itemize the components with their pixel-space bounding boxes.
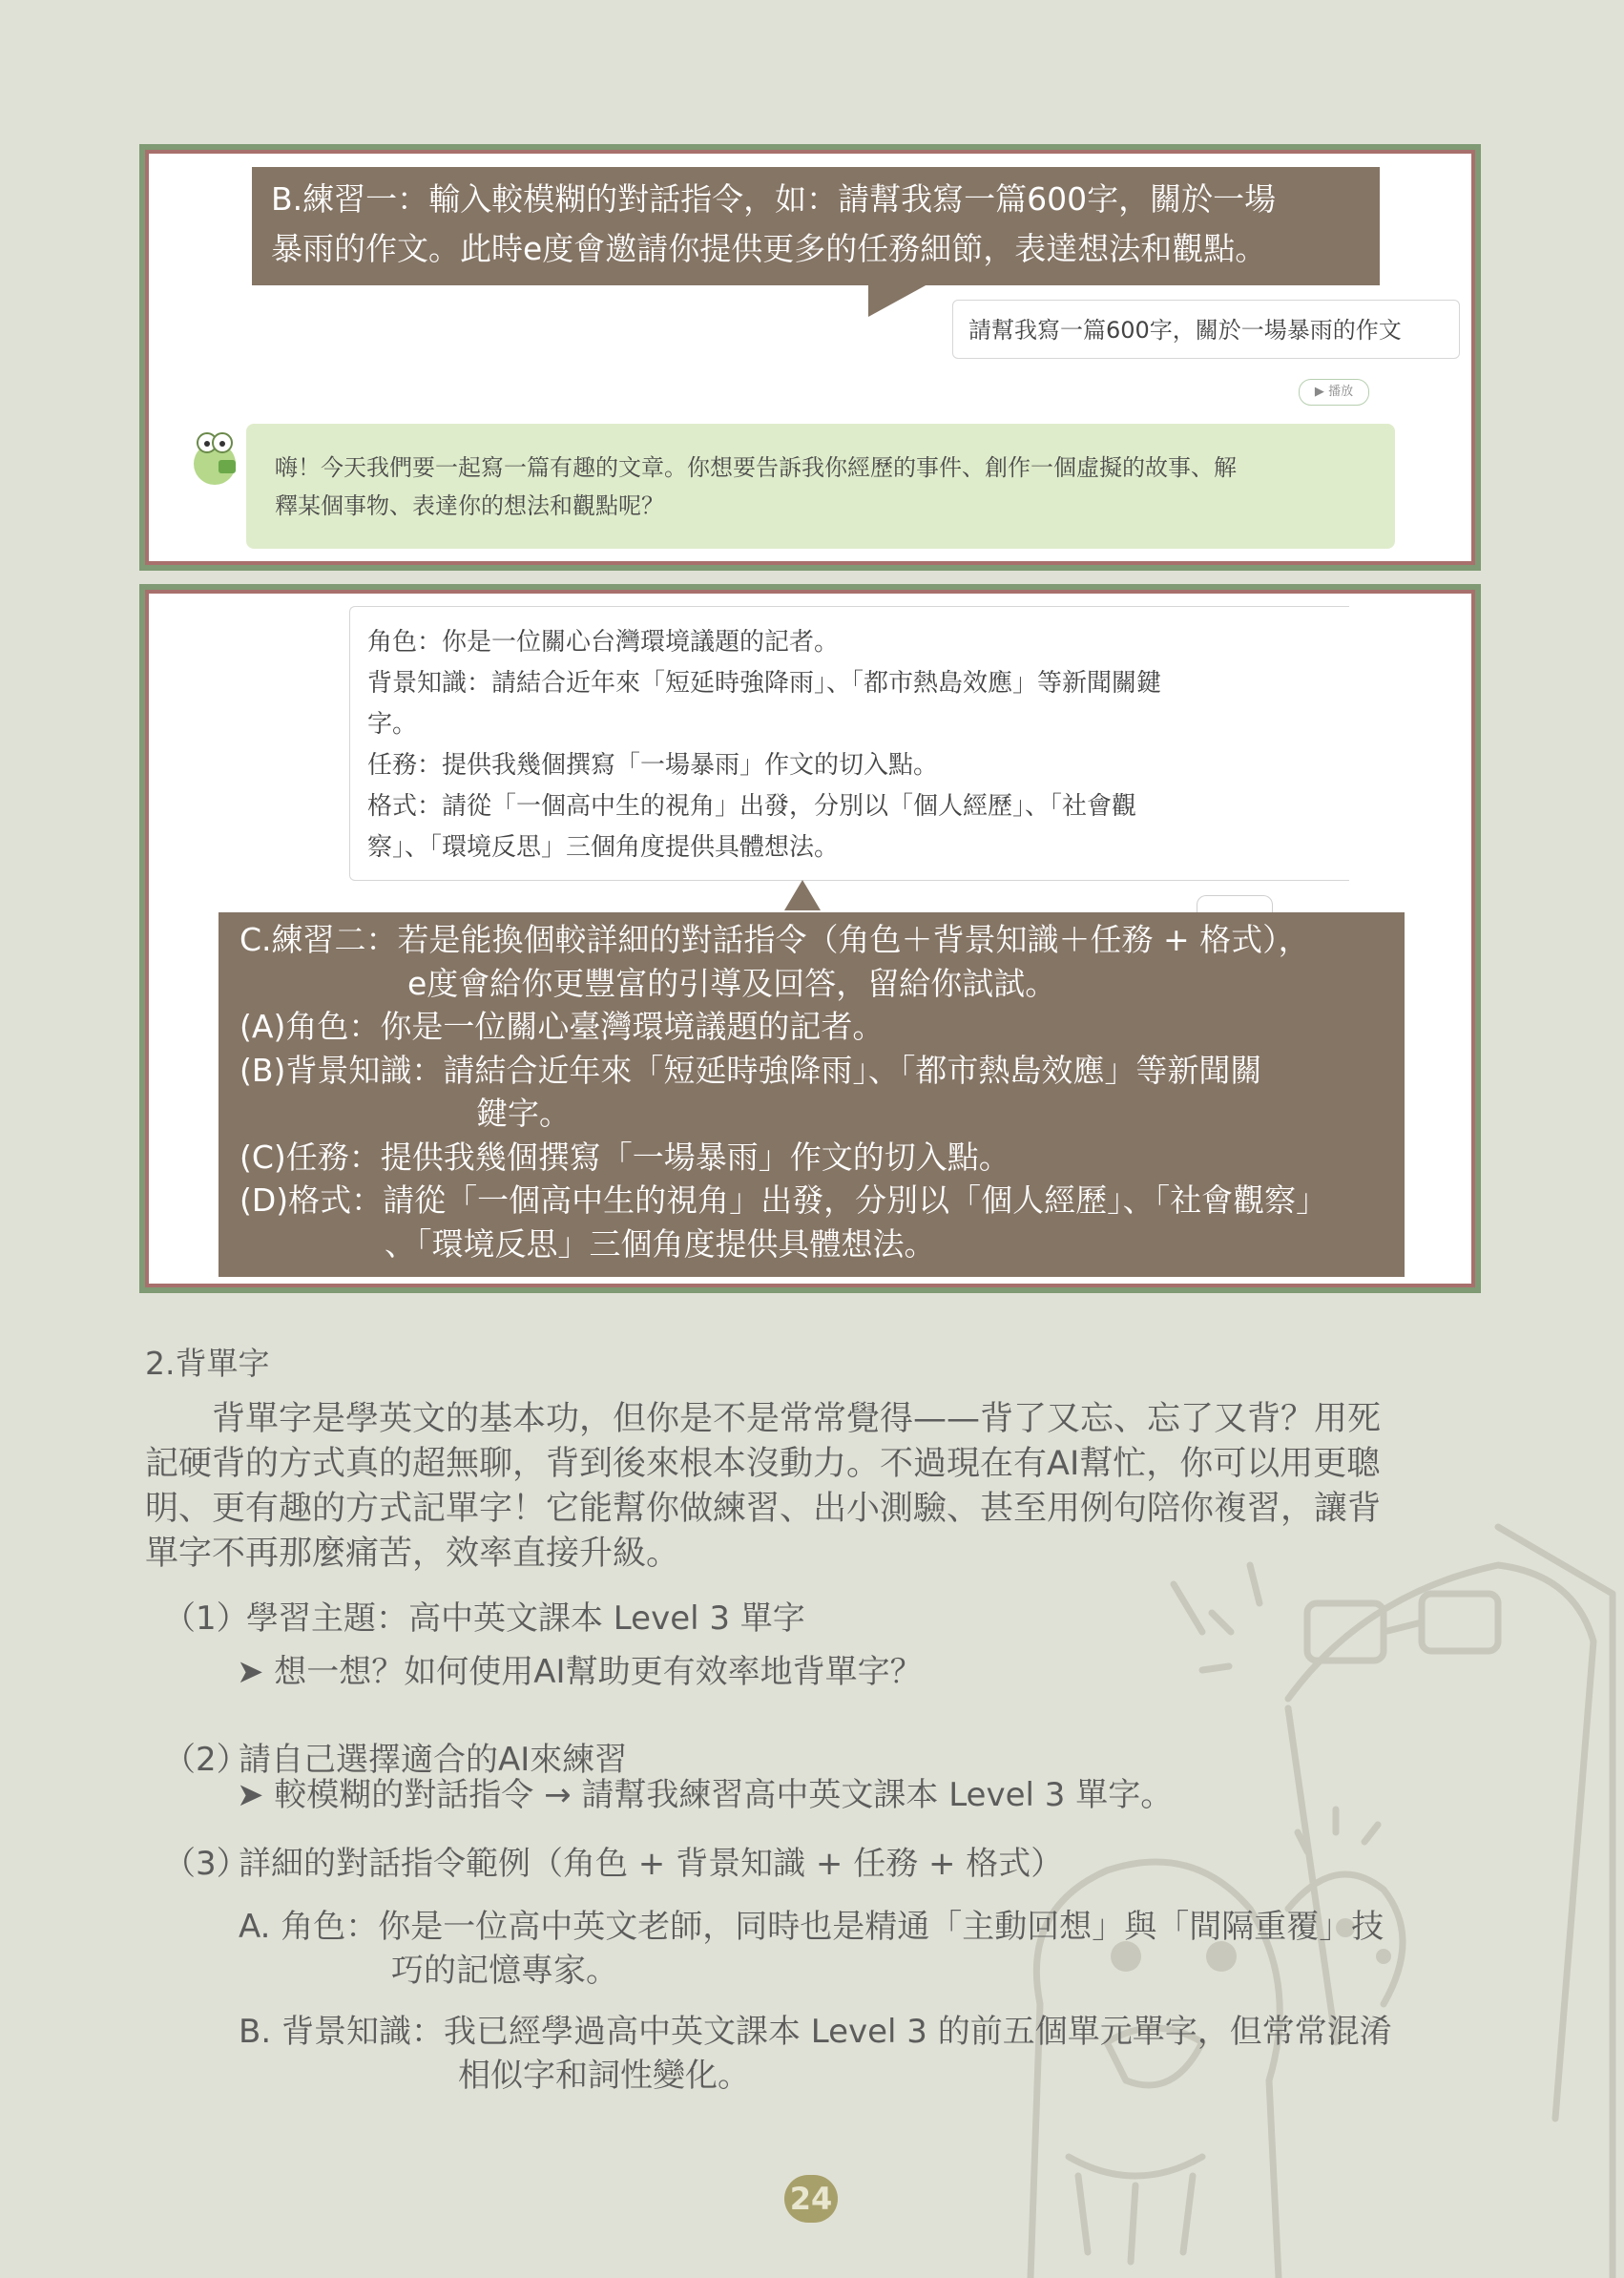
callout-line: 、「環境反思」三個角度提供具體想法。 [385,1224,936,1263]
callout-line: (D)格式：請從「一個高中生的視角」出發，分別以「個人經歷」、「社會觀察」 [239,1181,1328,1219]
intro-line: 單字不再那麼痛苦，效率直接升級。 [145,1535,680,1573]
example-background [239,2010,1489,2098]
callout-line: (B)背景知識：請結合近年來「短延時強降雨」、「都市熱島效應」等新聞關 [239,1051,1262,1089]
detail-line: 角色：你是一位關心台灣環境議題的記者。 [367,628,840,657]
list-item-text: 請自己選擇適合的AI來練習 [239,1741,628,1779]
user-prompt-bubble: 請幫我寫一篇600字，關於一場暴雨的作文 [952,300,1460,359]
intro-line: 背單字是學英文的基本功，但你是不是常常覺得——背了又忘、忘了又背？用死 [145,1400,1382,1438]
callout-line: e度會給你更豐富的引導及回答，留給你試試。 [407,964,1057,1002]
list-item-text: 詳細的對話指令範例（角色 + 背景知識 + 任務 + 格式） [239,1845,1064,1883]
callout-pointer [868,284,927,317]
section-heading: 2.背單字 [145,1345,270,1382]
intro-paragraph [145,1397,1481,1577]
intro-line: 記硬背的方式真的超無聊，背到後來根本沒動力。不過現在有AI幫忙，你可以用更聰 [145,1445,1381,1483]
exercise-two-callout [219,912,1405,1277]
list-item-number: （2） [163,1741,249,1779]
play-icon: ▶ [1314,385,1324,399]
bot-reply-bubble [246,424,1395,549]
list-item-subtext: ➤ 較模糊的對話指令 → 請幫我練習高中英文課本 Level 3 單字。 [237,1776,1174,1814]
detail-line: 字。 [367,710,418,739]
callout-line: 暴雨的作文。此時e度會邀請你提供更多的任務細節，表達想法和觀點。 [271,230,1267,267]
play-button-partial[interactable] [1197,895,1273,913]
example-role [239,1905,1489,1993]
bot-reply-line: 嗨！今天我們要一起寫一篇有趣的文章。你想要告訴我你經歷的事件、創作一個虛擬的故事、解 [275,454,1237,481]
exercise-one-callout [252,167,1380,285]
intro-line: 明、更有趣的方式記單字！它能幫你做練習、出小測驗、甚至用例句陪你複習，讓背 [145,1490,1382,1528]
bot-reply-line: 釋某個事物、表達你的想法和觀點呢？ [275,492,664,519]
list-item-number: （3） [163,1845,249,1883]
play-button[interactable] [1299,379,1369,406]
example-line: A. 角色：你是一位高中英文老師，同時也是精通「主動回想」與「間隔重覆」技 [239,1908,1385,1946]
detail-line: 格式：請從「一個高中生的視角」出發，分別以「個人經歷」、「社會觀 [367,792,1137,821]
detail-line: 背景知識：請結合近年來「短延時強降雨」、「都市熱島效應」等新聞關鍵 [367,669,1162,698]
callout-line: C.練習二：若是能換個較詳細的對話指令（角色＋背景知識＋任務 + 格式）， [239,921,1310,958]
callout-line: 鍵字。 [476,1095,571,1132]
list-item-number: （1） [163,1599,249,1638]
detailed-prompt-box [349,606,1349,881]
detail-line: 任務：提供我幾個撰寫「一場暴雨」作文的切入點。 [367,751,939,780]
example-line: B. 背景知識：我已經學過高中英文課本 Level 3 的前五個單元單字，但常常混淆 [239,2013,1392,2051]
callout-line: (A)角色：你是一位關心臺灣環境議題的記者。 [239,1008,885,1045]
callout-line: B.練習一：輸入較模糊的對話指令，如：請幫我寫一篇600字，關於一場 [271,180,1277,218]
bot-avatar-icon [184,426,245,489]
list-item-subtext: ➤ 想一想？如何使用AI幫助更有效率地背單字？ [237,1653,923,1691]
play-button-label: 播放 [1328,385,1354,399]
callout-line: (C)任務：提供我幾個撰寫「一場暴雨」作文的切入點。 [239,1138,1010,1176]
example-line: 巧的記憶專家。 [391,1952,618,1990]
callout-pointer [784,880,821,910]
page-number: 24 [784,2175,838,2223]
list-item-text: 學習主題：高中英文課本 Level 3 單字 [246,1599,805,1638]
detail-line: 察」、「環境反思」三個角度提供具體想法。 [367,833,840,862]
mascot-illustration [887,1508,1624,2278]
example-line: 相似字和詞性變化。 [458,2057,750,2095]
